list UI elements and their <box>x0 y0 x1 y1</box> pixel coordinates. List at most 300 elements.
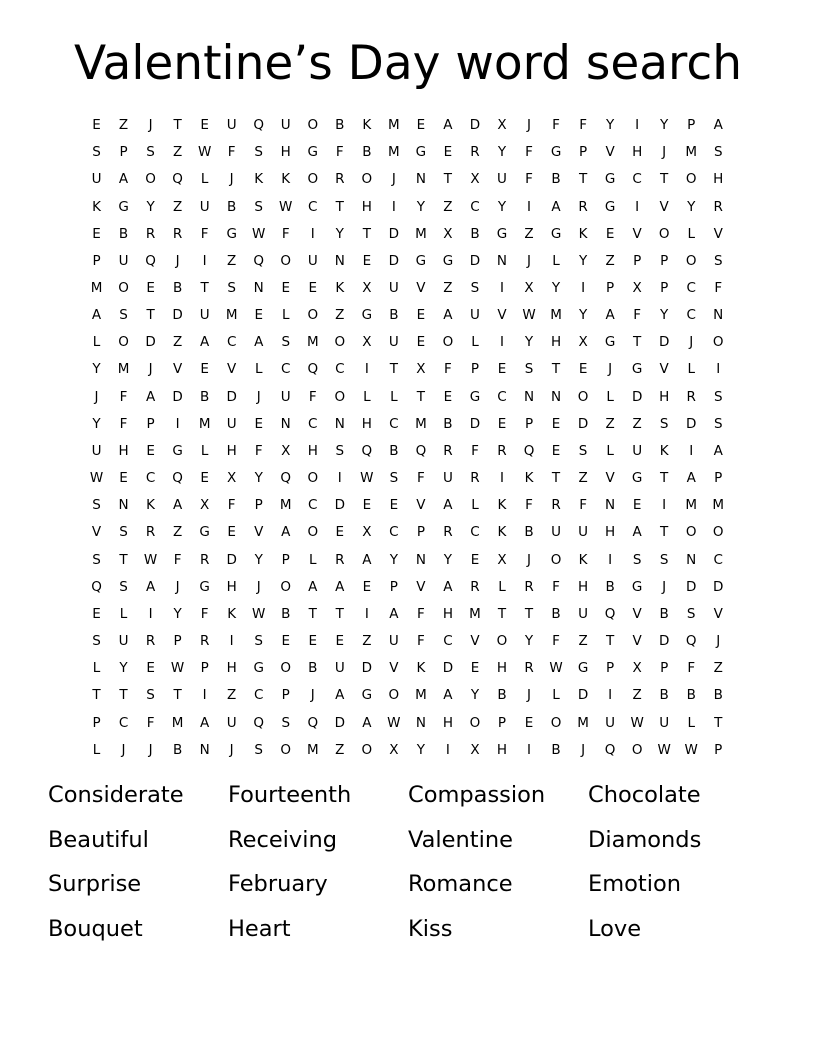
grid-letter[interactable]: D <box>388 225 400 242</box>
grid-letter[interactable]: H <box>280 144 291 161</box>
grid-letter[interactable]: I <box>310 225 315 242</box>
grid-letter[interactable]: E <box>335 633 345 650</box>
grid-letter[interactable]: D <box>442 660 454 677</box>
grid-letter[interactable]: E <box>227 524 236 541</box>
grid-letter[interactable]: T <box>443 171 453 188</box>
grid-letter[interactable]: U <box>226 714 237 731</box>
grid-letter[interactable]: H <box>442 605 453 622</box>
grid-letter[interactable]: L <box>552 687 560 704</box>
grid-letter[interactable]: L <box>687 225 695 242</box>
grid-letter[interactable]: S <box>659 415 669 432</box>
grid-letter[interactable]: A <box>335 578 345 595</box>
grid-letter[interactable]: A <box>308 578 318 595</box>
grid-letter[interactable]: P <box>660 280 669 297</box>
grid-letter[interactable]: X <box>281 442 291 459</box>
grid-letter[interactable]: E <box>443 144 453 161</box>
grid-letter[interactable]: H <box>496 660 508 677</box>
grid-letter[interactable]: S <box>119 524 128 541</box>
grid-letter[interactable]: U <box>280 117 291 134</box>
grid-letter[interactable]: X <box>443 225 453 242</box>
grid-letter[interactable]: Y <box>660 117 669 134</box>
grid-letter[interactable]: O <box>361 171 373 188</box>
grid-letter[interactable]: L <box>254 361 263 378</box>
grid-letter[interactable]: Z <box>605 252 615 269</box>
grid-letter[interactable]: T <box>551 361 561 378</box>
grid-letter[interactable]: E <box>551 415 561 432</box>
grid-letter[interactable]: O <box>307 117 319 134</box>
grid-letter[interactable]: W <box>143 551 158 568</box>
grid-letter[interactable]: T <box>362 225 371 242</box>
grid-letter[interactable]: R <box>443 442 453 459</box>
grid-letter[interactable]: C <box>632 171 642 188</box>
grid-letter[interactable]: C <box>253 687 264 704</box>
grid-letter[interactable]: B <box>470 225 480 242</box>
grid-letter[interactable]: D <box>334 714 345 731</box>
grid-letter[interactable]: L <box>687 361 695 378</box>
grid-letter[interactable]: C <box>470 524 480 541</box>
grid-letter[interactable]: O <box>280 578 292 595</box>
grid-letter[interactable]: O <box>388 687 400 704</box>
grid-letter[interactable]: E <box>497 415 507 432</box>
grid-letter[interactable]: J <box>148 361 153 378</box>
grid-letter[interactable]: P <box>633 252 642 269</box>
grid-letter[interactable]: P <box>524 415 534 432</box>
grid-letter[interactable]: L <box>606 442 614 459</box>
grid-letter[interactable]: E <box>146 660 155 677</box>
grid-letter[interactable]: W <box>684 741 698 758</box>
grid-letter[interactable]: S <box>389 470 399 487</box>
grid-letter[interactable]: K <box>497 497 507 514</box>
grid-letter[interactable]: H <box>550 334 562 351</box>
grid-letter[interactable]: E <box>416 307 426 324</box>
grid-letter[interactable]: F <box>633 307 642 324</box>
grid-letter[interactable]: I <box>635 117 640 134</box>
grid-letter[interactable]: R <box>524 578 534 595</box>
grid-letter[interactable]: M <box>388 144 400 161</box>
grid-letter[interactable]: S <box>119 307 128 324</box>
grid-letter[interactable]: R <box>199 551 210 568</box>
grid-letter[interactable]: E <box>470 551 480 568</box>
grid-letter[interactable]: I <box>499 280 504 297</box>
grid-letter[interactable]: P <box>92 252 101 269</box>
grid-letter[interactable]: Y <box>416 741 426 758</box>
grid-letter[interactable]: O <box>631 741 643 758</box>
grid-letter[interactable]: R <box>172 225 183 242</box>
grid-letter[interactable]: V <box>632 633 642 650</box>
grid-letter[interactable]: A <box>389 605 399 622</box>
grid-letter[interactable]: Z <box>524 225 534 242</box>
grid-letter[interactable]: E <box>443 388 453 405</box>
grid-letter[interactable]: Z <box>172 144 183 161</box>
grid-letter[interactable]: T <box>389 361 398 378</box>
grid-letter[interactable]: E <box>362 578 372 595</box>
grid-letter[interactable]: K <box>416 660 426 677</box>
grid-letter[interactable]: S <box>335 442 345 459</box>
grid-letter[interactable]: O <box>280 660 292 677</box>
grid-letter[interactable]: I <box>635 198 640 215</box>
grid-letter[interactable]: D <box>469 252 481 269</box>
grid-letter[interactable]: U <box>199 307 210 324</box>
grid-letter[interactable]: V <box>632 605 642 622</box>
grid-letter[interactable]: Z <box>227 252 237 269</box>
grid-letter[interactable]: P <box>579 144 588 161</box>
grid-letter[interactable]: B <box>713 687 723 704</box>
grid-letter[interactable]: N <box>713 307 724 324</box>
grid-letter[interactable]: L <box>119 605 128 622</box>
grid-letter[interactable]: M <box>306 741 319 758</box>
grid-letter[interactable]: Q <box>145 252 156 269</box>
grid-letter[interactable]: V <box>605 470 615 487</box>
grid-letter[interactable]: B <box>389 442 399 459</box>
grid-letter[interactable]: Q <box>604 605 616 622</box>
grid-letter[interactable]: G <box>496 225 508 242</box>
grid-letter[interactable]: E <box>551 442 561 459</box>
grid-letter[interactable]: J <box>256 578 261 595</box>
grid-letter[interactable]: O <box>685 524 697 541</box>
grid-letter[interactable]: E <box>578 361 588 378</box>
grid-letter[interactable]: U <box>551 524 561 541</box>
grid-letter[interactable]: Z <box>632 687 642 704</box>
grid-letter[interactable]: F <box>308 388 317 405</box>
grid-letter[interactable]: E <box>416 334 426 351</box>
grid-letter[interactable]: A <box>362 714 372 731</box>
grid-letter[interactable]: I <box>364 605 369 622</box>
grid-letter[interactable]: M <box>388 117 400 134</box>
grid-letter[interactable]: Y <box>335 225 344 242</box>
grid-letter[interactable]: F <box>417 605 425 622</box>
grid-letter[interactable]: U <box>442 470 453 487</box>
grid-letter[interactable]: C <box>335 361 345 378</box>
grid-letter[interactable]: B <box>335 117 345 134</box>
grid-letter[interactable]: X <box>416 361 426 378</box>
grid-letter[interactable]: O <box>334 388 346 405</box>
grid-letter[interactable]: Z <box>578 633 588 650</box>
grid-letter[interactable]: T <box>119 687 128 704</box>
grid-letter[interactable]: J <box>527 687 531 704</box>
grid-letter[interactable]: O <box>145 171 156 188</box>
grid-letter[interactable]: T <box>308 605 317 622</box>
grid-letter[interactable]: D <box>361 660 373 677</box>
grid-letter[interactable]: V <box>91 524 102 541</box>
grid-letter[interactable]: J <box>94 388 99 405</box>
grid-letter[interactable]: Z <box>443 198 453 215</box>
grid-letter[interactable]: H <box>118 442 129 459</box>
grid-letter[interactable]: B <box>281 605 291 622</box>
grid-letter[interactable]: X <box>632 660 642 677</box>
grid-letter[interactable]: A <box>91 307 102 324</box>
grid-letter[interactable]: V <box>713 605 723 622</box>
grid-letter[interactable]: S <box>281 334 291 351</box>
grid-letter[interactable]: J <box>662 578 667 595</box>
grid-letter[interactable]: M <box>415 687 427 704</box>
grid-letter[interactable]: U <box>497 171 507 188</box>
grid-letter[interactable]: R <box>199 633 210 650</box>
grid-letter[interactable]: K <box>497 524 507 541</box>
grid-letter[interactable]: G <box>199 578 210 595</box>
grid-letter[interactable]: T <box>119 551 128 568</box>
grid-letter[interactable]: J <box>391 171 396 188</box>
grid-letter[interactable]: J <box>608 361 613 378</box>
grid-letter[interactable]: S <box>632 551 642 568</box>
grid-letter[interactable]: N <box>334 252 345 269</box>
grid-letter[interactable]: Z <box>632 415 642 432</box>
grid-letter[interactable]: A <box>335 687 345 704</box>
grid-letter[interactable]: M <box>577 714 589 731</box>
grid-letter[interactable]: D <box>469 117 481 134</box>
grid-letter[interactable]: Y <box>605 117 615 134</box>
grid-letter[interactable]: R <box>713 198 723 215</box>
grid-letter[interactable]: E <box>524 714 534 731</box>
grid-letter[interactable]: J <box>662 144 667 161</box>
grid-letter[interactable]: U <box>118 633 129 650</box>
grid-letter[interactable]: S <box>254 741 263 758</box>
grid-letter[interactable]: O <box>712 334 724 351</box>
grid-letter[interactable]: D <box>686 415 697 432</box>
grid-letter[interactable]: A <box>118 171 129 188</box>
grid-letter[interactable]: X <box>497 551 507 568</box>
grid-letter[interactable]: L <box>92 334 101 351</box>
grid-letter[interactable]: A <box>200 714 210 731</box>
grid-letter[interactable]: X <box>497 117 507 134</box>
grid-letter[interactable]: L <box>687 714 695 731</box>
grid-letter[interactable]: G <box>172 442 183 459</box>
grid-letter[interactable]: Y <box>92 361 101 378</box>
grid-letter[interactable]: K <box>92 198 101 215</box>
grid-letter[interactable]: B <box>200 388 210 405</box>
grid-letter[interactable]: X <box>632 280 642 297</box>
grid-letter[interactable]: B <box>551 741 561 758</box>
grid-letter[interactable]: H <box>361 198 372 215</box>
grid-letter[interactable]: Q <box>415 442 427 459</box>
grid-letter[interactable]: F <box>417 470 425 487</box>
grid-letter[interactable]: E <box>119 470 128 487</box>
grid-letter[interactable]: J <box>310 687 315 704</box>
grid-letter[interactable]: H <box>578 578 589 595</box>
grid-letter[interactable]: F <box>254 442 263 459</box>
grid-letter[interactable]: M <box>685 144 698 161</box>
grid-letter[interactable]: D <box>713 578 724 595</box>
grid-letter[interactable]: U <box>334 660 345 677</box>
grid-letter[interactable]: J <box>148 741 153 758</box>
grid-letter[interactable]: Y <box>524 334 534 351</box>
grid-letter[interactable]: B <box>362 144 372 161</box>
grid-letter[interactable]: B <box>497 687 507 704</box>
grid-letter[interactable]: X <box>524 280 534 297</box>
grid-letter[interactable]: I <box>337 470 342 487</box>
grid-letter[interactable]: S <box>254 633 263 650</box>
grid-letter[interactable]: Q <box>280 470 292 487</box>
grid-letter[interactable]: C <box>145 470 156 487</box>
grid-letter[interactable]: A <box>281 524 291 541</box>
grid-letter[interactable]: W <box>197 144 212 161</box>
grid-letter[interactable]: H <box>713 171 724 188</box>
grid-letter[interactable]: P <box>497 714 507 731</box>
grid-letter[interactable]: K <box>659 442 669 459</box>
grid-letter[interactable]: L <box>309 551 317 568</box>
grid-letter[interactable]: S <box>92 551 101 568</box>
grid-letter[interactable]: G <box>199 524 210 541</box>
grid-letter[interactable]: F <box>687 660 696 677</box>
grid-letter[interactable]: A <box>145 578 156 595</box>
grid-letter[interactable]: E <box>470 660 480 677</box>
grid-letter[interactable]: A <box>713 442 723 459</box>
grid-letter[interactable]: T <box>173 117 182 134</box>
grid-letter[interactable]: V <box>389 660 399 677</box>
grid-letter[interactable]: S <box>227 280 236 297</box>
grid-letter[interactable]: O <box>685 252 697 269</box>
grid-letter[interactable]: T <box>633 334 642 351</box>
grid-letter[interactable]: O <box>307 307 319 324</box>
grid-letter[interactable]: F <box>119 415 128 432</box>
grid-letter[interactable]: X <box>578 334 588 351</box>
grid-letter[interactable]: I <box>499 470 504 487</box>
grid-letter[interactable]: A <box>551 198 561 215</box>
grid-letter[interactable]: E <box>254 415 263 432</box>
grid-letter[interactable]: S <box>281 714 291 731</box>
grid-letter[interactable]: Z <box>713 660 723 677</box>
grid-letter[interactable]: C <box>308 415 318 432</box>
grid-letter[interactable]: P <box>660 660 669 677</box>
grid-letter[interactable]: Z <box>172 334 183 351</box>
grid-letter[interactable]: I <box>689 442 694 459</box>
grid-letter[interactable]: J <box>229 171 234 188</box>
grid-letter[interactable]: N <box>334 415 345 432</box>
grid-letter[interactable]: N <box>415 171 426 188</box>
grid-letter[interactable]: Z <box>605 415 615 432</box>
grid-letter[interactable]: O <box>577 388 589 405</box>
grid-letter[interactable]: R <box>443 524 453 541</box>
grid-letter[interactable]: B <box>443 415 453 432</box>
grid-letter[interactable]: A <box>443 687 453 704</box>
grid-letter[interactable]: D <box>658 633 670 650</box>
grid-letter[interactable]: N <box>415 551 426 568</box>
grid-letter[interactable]: R <box>524 660 534 677</box>
grid-letter[interactable]: O <box>280 741 292 758</box>
grid-letter[interactable]: S <box>713 144 723 161</box>
grid-letter[interactable]: R <box>497 442 507 459</box>
grid-letter[interactable]: D <box>577 415 589 432</box>
grid-letter[interactable]: J <box>527 252 531 269</box>
grid-letter[interactable]: B <box>551 605 561 622</box>
grid-letter[interactable]: M <box>171 714 184 731</box>
grid-letter[interactable]: U <box>470 307 480 324</box>
grid-letter[interactable]: Y <box>146 198 155 215</box>
grid-letter[interactable]: Y <box>524 633 534 650</box>
grid-letter[interactable]: D <box>388 252 400 269</box>
grid-letter[interactable]: L <box>498 578 506 595</box>
grid-letter[interactable]: P <box>119 144 128 161</box>
grid-letter[interactable]: W <box>522 307 536 324</box>
grid-letter[interactable]: B <box>551 171 561 188</box>
grid-letter[interactable]: C <box>686 307 696 324</box>
grid-letter[interactable]: V <box>416 280 426 297</box>
grid-letter[interactable]: N <box>253 280 264 297</box>
grid-letter[interactable]: B <box>308 660 318 677</box>
grid-letter[interactable]: B <box>605 578 615 595</box>
grid-letter[interactable]: O <box>334 334 346 351</box>
grid-letter[interactable]: G <box>604 198 616 215</box>
grid-letter[interactable]: B <box>172 741 183 758</box>
grid-letter[interactable]: L <box>471 497 479 514</box>
grid-letter[interactable]: H <box>496 741 508 758</box>
grid-letter[interactable]: A <box>686 470 696 487</box>
grid-letter[interactable]: A <box>172 497 183 514</box>
grid-letter[interactable]: E <box>92 225 101 242</box>
grid-letter[interactable]: W <box>549 660 563 677</box>
grid-letter[interactable]: T <box>497 605 507 622</box>
grid-letter[interactable]: P <box>389 578 398 595</box>
grid-letter[interactable]: V <box>497 307 507 324</box>
grid-letter[interactable]: N <box>199 741 210 758</box>
grid-letter[interactable]: C <box>713 551 723 568</box>
grid-letter[interactable]: D <box>226 388 237 405</box>
grid-letter[interactable]: B <box>172 280 183 297</box>
grid-letter[interactable]: Q <box>253 252 265 269</box>
grid-letter[interactable]: R <box>470 144 480 161</box>
grid-letter[interactable]: D <box>469 415 481 432</box>
grid-letter[interactable]: U <box>388 280 399 297</box>
grid-letter[interactable]: I <box>202 252 207 269</box>
grid-letter[interactable]: O <box>658 225 670 242</box>
grid-letter[interactable]: A <box>362 551 372 568</box>
grid-letter[interactable]: H <box>307 442 318 459</box>
grid-letter[interactable]: J <box>689 334 694 351</box>
grid-letter[interactable]: F <box>525 144 533 161</box>
grid-letter[interactable]: N <box>605 497 616 514</box>
grid-letter[interactable]: U <box>388 334 399 351</box>
grid-letter[interactable]: E <box>497 361 507 378</box>
grid-letter[interactable]: S <box>92 633 101 650</box>
grid-letter[interactable]: M <box>117 361 130 378</box>
grid-letter[interactable]: R <box>470 470 480 487</box>
grid-letter[interactable]: T <box>660 470 669 487</box>
grid-letter[interactable]: Y <box>687 198 696 215</box>
grid-letter[interactable]: N <box>686 551 697 568</box>
grid-letter[interactable]: A <box>443 117 453 134</box>
grid-letter[interactable]: F <box>579 117 587 134</box>
grid-letter[interactable]: F <box>714 280 723 297</box>
grid-letter[interactable]: Z <box>443 280 453 297</box>
grid-letter[interactable]: R <box>145 633 156 650</box>
grid-letter[interactable]: E <box>308 633 318 650</box>
grid-letter[interactable]: P <box>687 117 696 134</box>
grid-letter[interactable]: E <box>416 117 426 134</box>
grid-letter[interactable]: H <box>226 660 237 677</box>
grid-letter[interactable]: K <box>578 551 588 568</box>
grid-letter[interactable]: F <box>552 117 560 134</box>
grid-letter[interactable]: U <box>578 524 589 541</box>
grid-letter[interactable]: L <box>200 171 209 188</box>
grid-letter[interactable]: J <box>229 741 234 758</box>
grid-letter[interactable]: J <box>175 578 180 595</box>
grid-letter[interactable]: G <box>469 388 481 405</box>
grid-letter[interactable]: L <box>281 307 290 324</box>
grid-letter[interactable]: W <box>387 714 401 731</box>
grid-letter[interactable]: K <box>578 225 588 242</box>
grid-letter[interactable]: M <box>198 415 211 432</box>
grid-letter[interactable]: G <box>415 252 427 269</box>
grid-letter[interactable]: U <box>388 633 399 650</box>
grid-letter[interactable]: Z <box>362 633 372 650</box>
grid-letter[interactable]: Y <box>551 280 561 297</box>
grid-letter[interactable]: V <box>254 524 264 541</box>
grid-letter[interactable]: S <box>146 144 155 161</box>
grid-letter[interactable]: P <box>254 497 263 514</box>
grid-letter[interactable]: X <box>389 741 399 758</box>
grid-letter[interactable]: O <box>712 524 724 541</box>
grid-letter[interactable]: D <box>658 334 670 351</box>
grid-letter[interactable]: R <box>145 524 156 541</box>
